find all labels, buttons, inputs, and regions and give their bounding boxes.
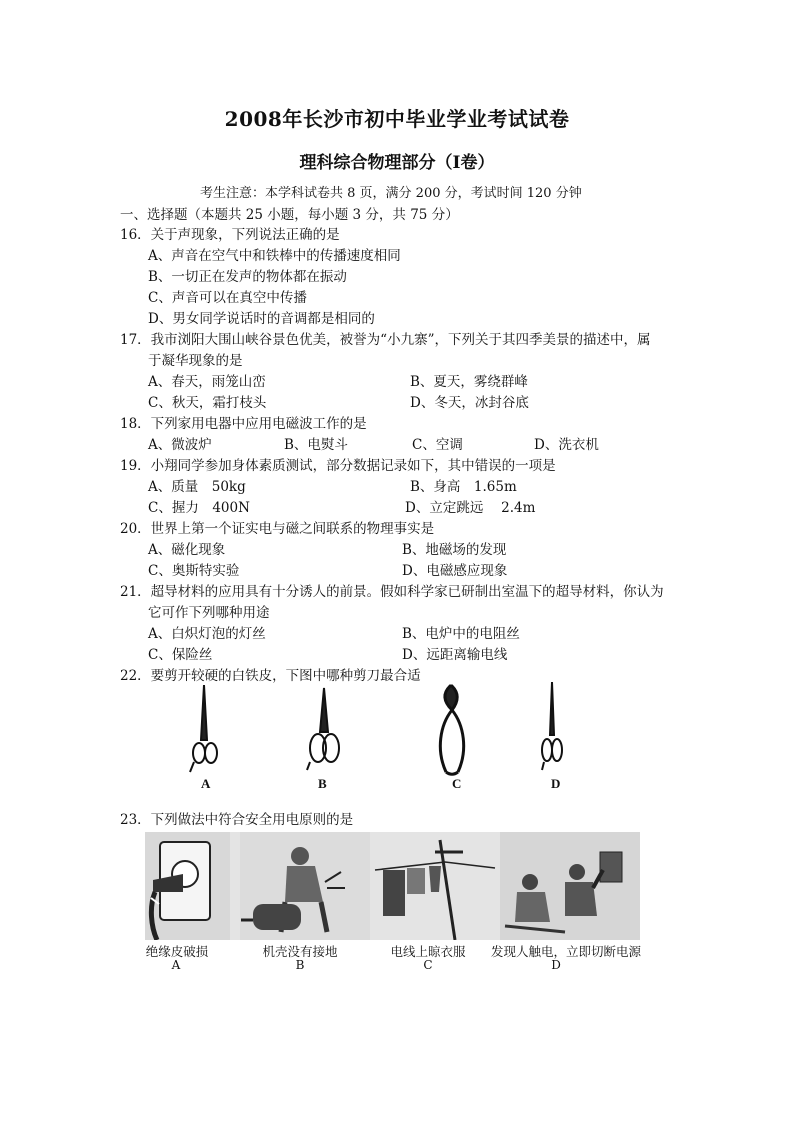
q21-option-d: D、远距离输电线 [402, 647, 508, 663]
question-16-stem: 16．关于声现象，下列说法正确的是 [120, 227, 340, 243]
scissors-b-icon [307, 688, 339, 770]
caption-c: 电线上晾衣服 [390, 944, 466, 959]
q20-option-c: C、奥斯特实验 [148, 563, 240, 579]
q19-option-b: B、身高 1.65m [410, 479, 517, 495]
caption-a: 绝缘皮破损 [145, 944, 209, 959]
q20-option-d: D、电磁感应现象 [402, 563, 508, 579]
q16-option-d: D、男女同学说话时的音调都是相同的 [148, 311, 375, 327]
question-23-stem: 23．下列做法中符合安全用电原则的是 [120, 812, 354, 828]
caption-letter-a: A [171, 958, 181, 972]
section-heading: 一、选择题（本题共 25 小题，每小题 3 分，共 75 分） [120, 207, 459, 223]
q21-option-a: A、白炽灯泡的灯丝 [148, 626, 266, 642]
caption-letter-c: C [423, 958, 433, 972]
q18-option-a: A、微波炉 [148, 437, 212, 453]
exam-subtitle: 理科综合物理部分（Ⅰ卷） [299, 153, 495, 173]
question-21-stem: 21．超导材料的应用具有十分诱人的前景。假如科学家已研制出室温下的超导材料，你认为 [120, 584, 664, 600]
q17-option-b: B、夏天，雾绕群峰 [410, 374, 528, 390]
question-20-stem: 20．世界上第一个证实电与磁之间联系的物理事实是 [120, 521, 435, 537]
scissors-d-icon [542, 682, 562, 770]
q17-option-c: C、秋天，霜打枝头 [148, 395, 267, 411]
q21-option-c: C、保险丝 [148, 647, 213, 663]
q17-option-d: D、冬天，冰封谷底 [410, 395, 529, 411]
question-18-stem: 18．下列家用电器中应用电磁波工作的是 [120, 416, 367, 432]
question-22-stem: 22．要剪开较硬的白铁皮，下图中哪种剪刀最合适 [120, 668, 421, 684]
safety-illustration [145, 832, 640, 940]
q16-option-b: B、一切正在发声的物体都在振动 [148, 269, 347, 285]
question-17-stem: 17．我市浏阳大围山峡谷景色优美，被誉为“小九寨”，下列关于其四季美景的描述中，属 [120, 332, 651, 348]
scissors-figure [180, 680, 600, 795]
q21-option-b: B、电炉中的电阻丝 [402, 626, 520, 642]
q16-option-c: C、声音可以在真空中传播 [148, 290, 307, 306]
scissors-label-a: A [201, 776, 211, 791]
scissors-label-c: C [452, 776, 462, 791]
q18-option-b: B、电熨斗 [284, 437, 348, 453]
scissors-a-icon [190, 685, 217, 772]
exam-title: 2008年长沙市初中毕业学业考试试卷 [224, 107, 570, 131]
q17-option-a: A、春天，雨笼山峦 [148, 374, 266, 390]
q19-option-c: C、握力 400N [148, 500, 250, 516]
q18-option-d: D、洗衣机 [534, 437, 599, 453]
ungrounded-motor-icon [240, 832, 370, 940]
exam-notice: 考生注意：本学科试卷共 8 页，满分 200 分，考试时间 120 分钟 [200, 186, 582, 201]
q18-option-c: C、空调 [412, 437, 463, 453]
q19-option-d: D、立定跳远 2.4m [405, 500, 536, 516]
question-19-stem: 19．小翔同学参加身体素质测试，部分数据记录如下，其中错误的一项是 [120, 458, 556, 474]
caption-d: 发现人触电，立即切断电源 [490, 944, 641, 959]
question-17-stem-cont: 于凝华现象的是 [148, 353, 243, 369]
damaged-plug-icon [145, 832, 230, 940]
scissors-label-d: D [551, 776, 561, 791]
caption-letter-d: D [551, 958, 561, 972]
caption-b: 机壳没有接地 [262, 944, 338, 959]
rescue-switch-off-icon [500, 832, 640, 940]
q19-option-a: A、质量 50kg [148, 479, 246, 495]
question-21-stem-cont: 它可作下列哪种用途 [148, 605, 270, 621]
q20-option-a: A、磁化现象 [148, 542, 226, 558]
snips-c-icon [440, 686, 463, 774]
q16-option-a: A、声音在空气中和铁棒中的传播速度相同 [148, 248, 401, 264]
scissors-label-b: B [318, 776, 327, 791]
caption-letter-b: B [295, 958, 305, 972]
q20-option-b: B、地磁场的发现 [402, 542, 507, 558]
